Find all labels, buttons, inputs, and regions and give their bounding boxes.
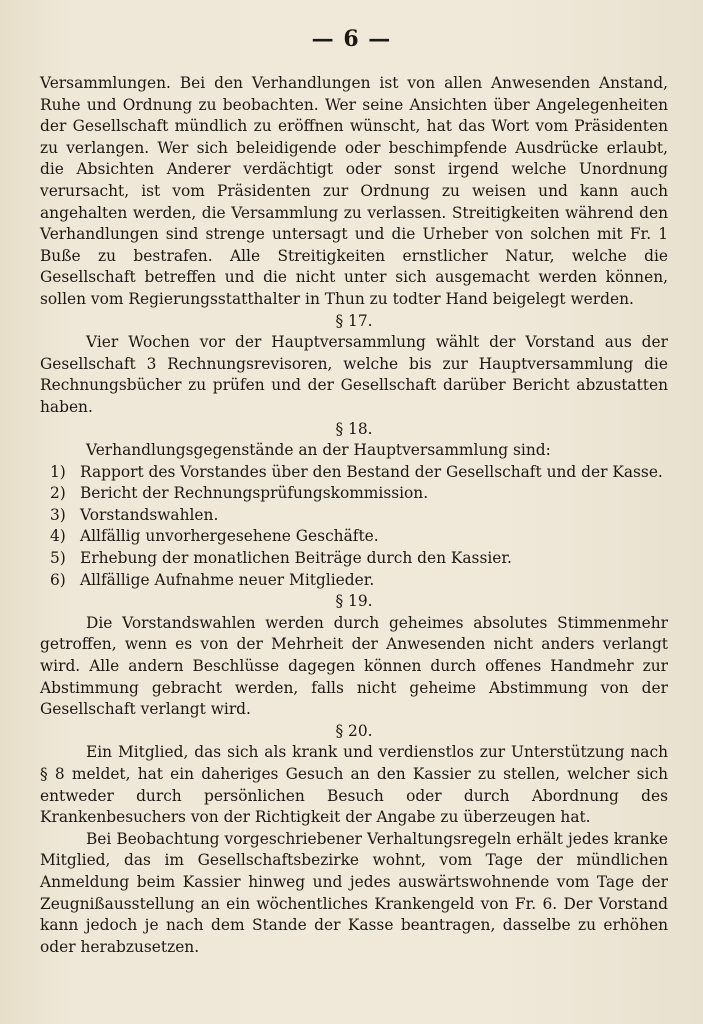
list-item-text: Allfällige Aufnahme neuer Mitglieder. bbox=[80, 570, 375, 589]
list-item bbox=[40, 483, 668, 505]
list-item-number: 5) bbox=[50, 549, 66, 568]
list-item-number: 1) bbox=[50, 462, 66, 481]
section-18-intro: Verhandlungsgegenstände an der Hauptversammlung sind: bbox=[86, 441, 551, 460]
document-body bbox=[40, 73, 668, 958]
section-17-text: Vier Wochen vor der Hauptversammlung wählt der Vorstand aus der Gesellschaft 3 Rechnungsrevisoren, welche bis zur Hauptversammlung die Rechnungsbücher zu prüfen und der Gesellschaft darüber Bericht abzustatten haben. bbox=[40, 333, 668, 416]
list-item bbox=[40, 548, 668, 570]
list-item-number: 6) bbox=[50, 570, 66, 589]
list-item bbox=[40, 505, 668, 527]
section-heading-18: § 18. bbox=[335, 419, 373, 438]
list-item-number: 3) bbox=[50, 505, 66, 524]
list-item-text: Bericht der Rechnungsprüfungskommission. bbox=[80, 484, 429, 503]
list-item bbox=[40, 462, 668, 484]
list-item-text: Erhebung der monatlichen Beiträge durch den Kassier. bbox=[80, 549, 512, 568]
list-item bbox=[40, 570, 668, 592]
list-item-text: Rapport des Vorstandes über den Bestand der Gesellschaft und der Kasse. bbox=[80, 462, 663, 481]
agenda-list bbox=[40, 462, 668, 592]
list-item-text: Allfällig unvorhergesehene Geschäfte. bbox=[80, 527, 379, 546]
section-20-paragraph-2: Bei Beobachtung vorgeschriebener Verhaltungsregeln erhält jedes kranke Mitglied, das im Gesellschaftsbezirke wohnt, vom Tage der mündlichen Anmeldung beim Kassier hinweg und jedes auswärtswohnende vom Tage der Zeugnißausstellung an ein wöchentliches Krankengeld von Fr. 6. Der Vorstand kann jedoch je nach dem Stande der Kasse beantragen, dasselbe zu erhöhen oder herabzusetzen. bbox=[40, 829, 668, 956]
list-item-number: 4) bbox=[50, 527, 66, 546]
list-item bbox=[40, 526, 668, 548]
section-heading-20: § 20. bbox=[335, 721, 373, 740]
page-number: — 6 — bbox=[311, 26, 392, 52]
section-20-paragraph-1: Ein Mitglied, das sich als krank und verdienstlos zur Unterstützung nach § 8 meldet, hat ein daheriges Gesuch an den Kassier zu stellen, welcher sich entweder durch persönlichen Besuch oder durch Abordnung des Krankenbesuchers von der Richtigkeit der Angabe zu überzeugen hat. bbox=[40, 743, 668, 827]
list-item-number: 2) bbox=[50, 484, 66, 503]
paragraph-continuation: Versammlungen. Bei den Verhandlungen ist von allen Anwesenden Anstand, Ruhe und Ordnung zu beobachten. Wer seine Ansichten über Angelegenheiten der Gesellschaft mündlich zu eröffnen wünscht, hat das Wort vom Präsidenten zu verlangen. Wer sich beleidigende oder beschimpfende Ausdrücke erlaubt, die Absichten Anderer verdächtigt oder sonst irgend welche Unordnung verursacht, ist vom Präsidenten zur Ordnung zu weisen und kann auch angehalten werden, die Versammlung zu verlassen. Streitigkeiten während den Verhandlungen sind strenge untersagt und die Urheber von solchen mit Fr. 1 Buße zu bestrafen. Alle Streitigkeiten ernstlicher Natur, welche die Gesellschaft betreffen und die nicht unter sich ausgemacht werden können, sollen vom Regierungsstatthalter in Thun zu todter Hand beigelegt werden. bbox=[40, 74, 668, 308]
section-heading-17: § 17. bbox=[335, 311, 373, 330]
list-item-text: Vorstandswahlen. bbox=[80, 505, 219, 524]
section-heading-19: § 19. bbox=[335, 592, 373, 611]
section-19-text: Die Vorstandswahlen werden durch geheimes absolutes Stimmenmehr getroffen, wenn es von der Mehrheit der Anwesenden nicht anders verlangt wird. Alle andern Beschlüsse dagegen können durch offenes Handmehr zur Abstimmung gebracht werden, falls nicht geheime Abstimmung von der Gesellschaft verlangt wird. bbox=[40, 613, 668, 719]
